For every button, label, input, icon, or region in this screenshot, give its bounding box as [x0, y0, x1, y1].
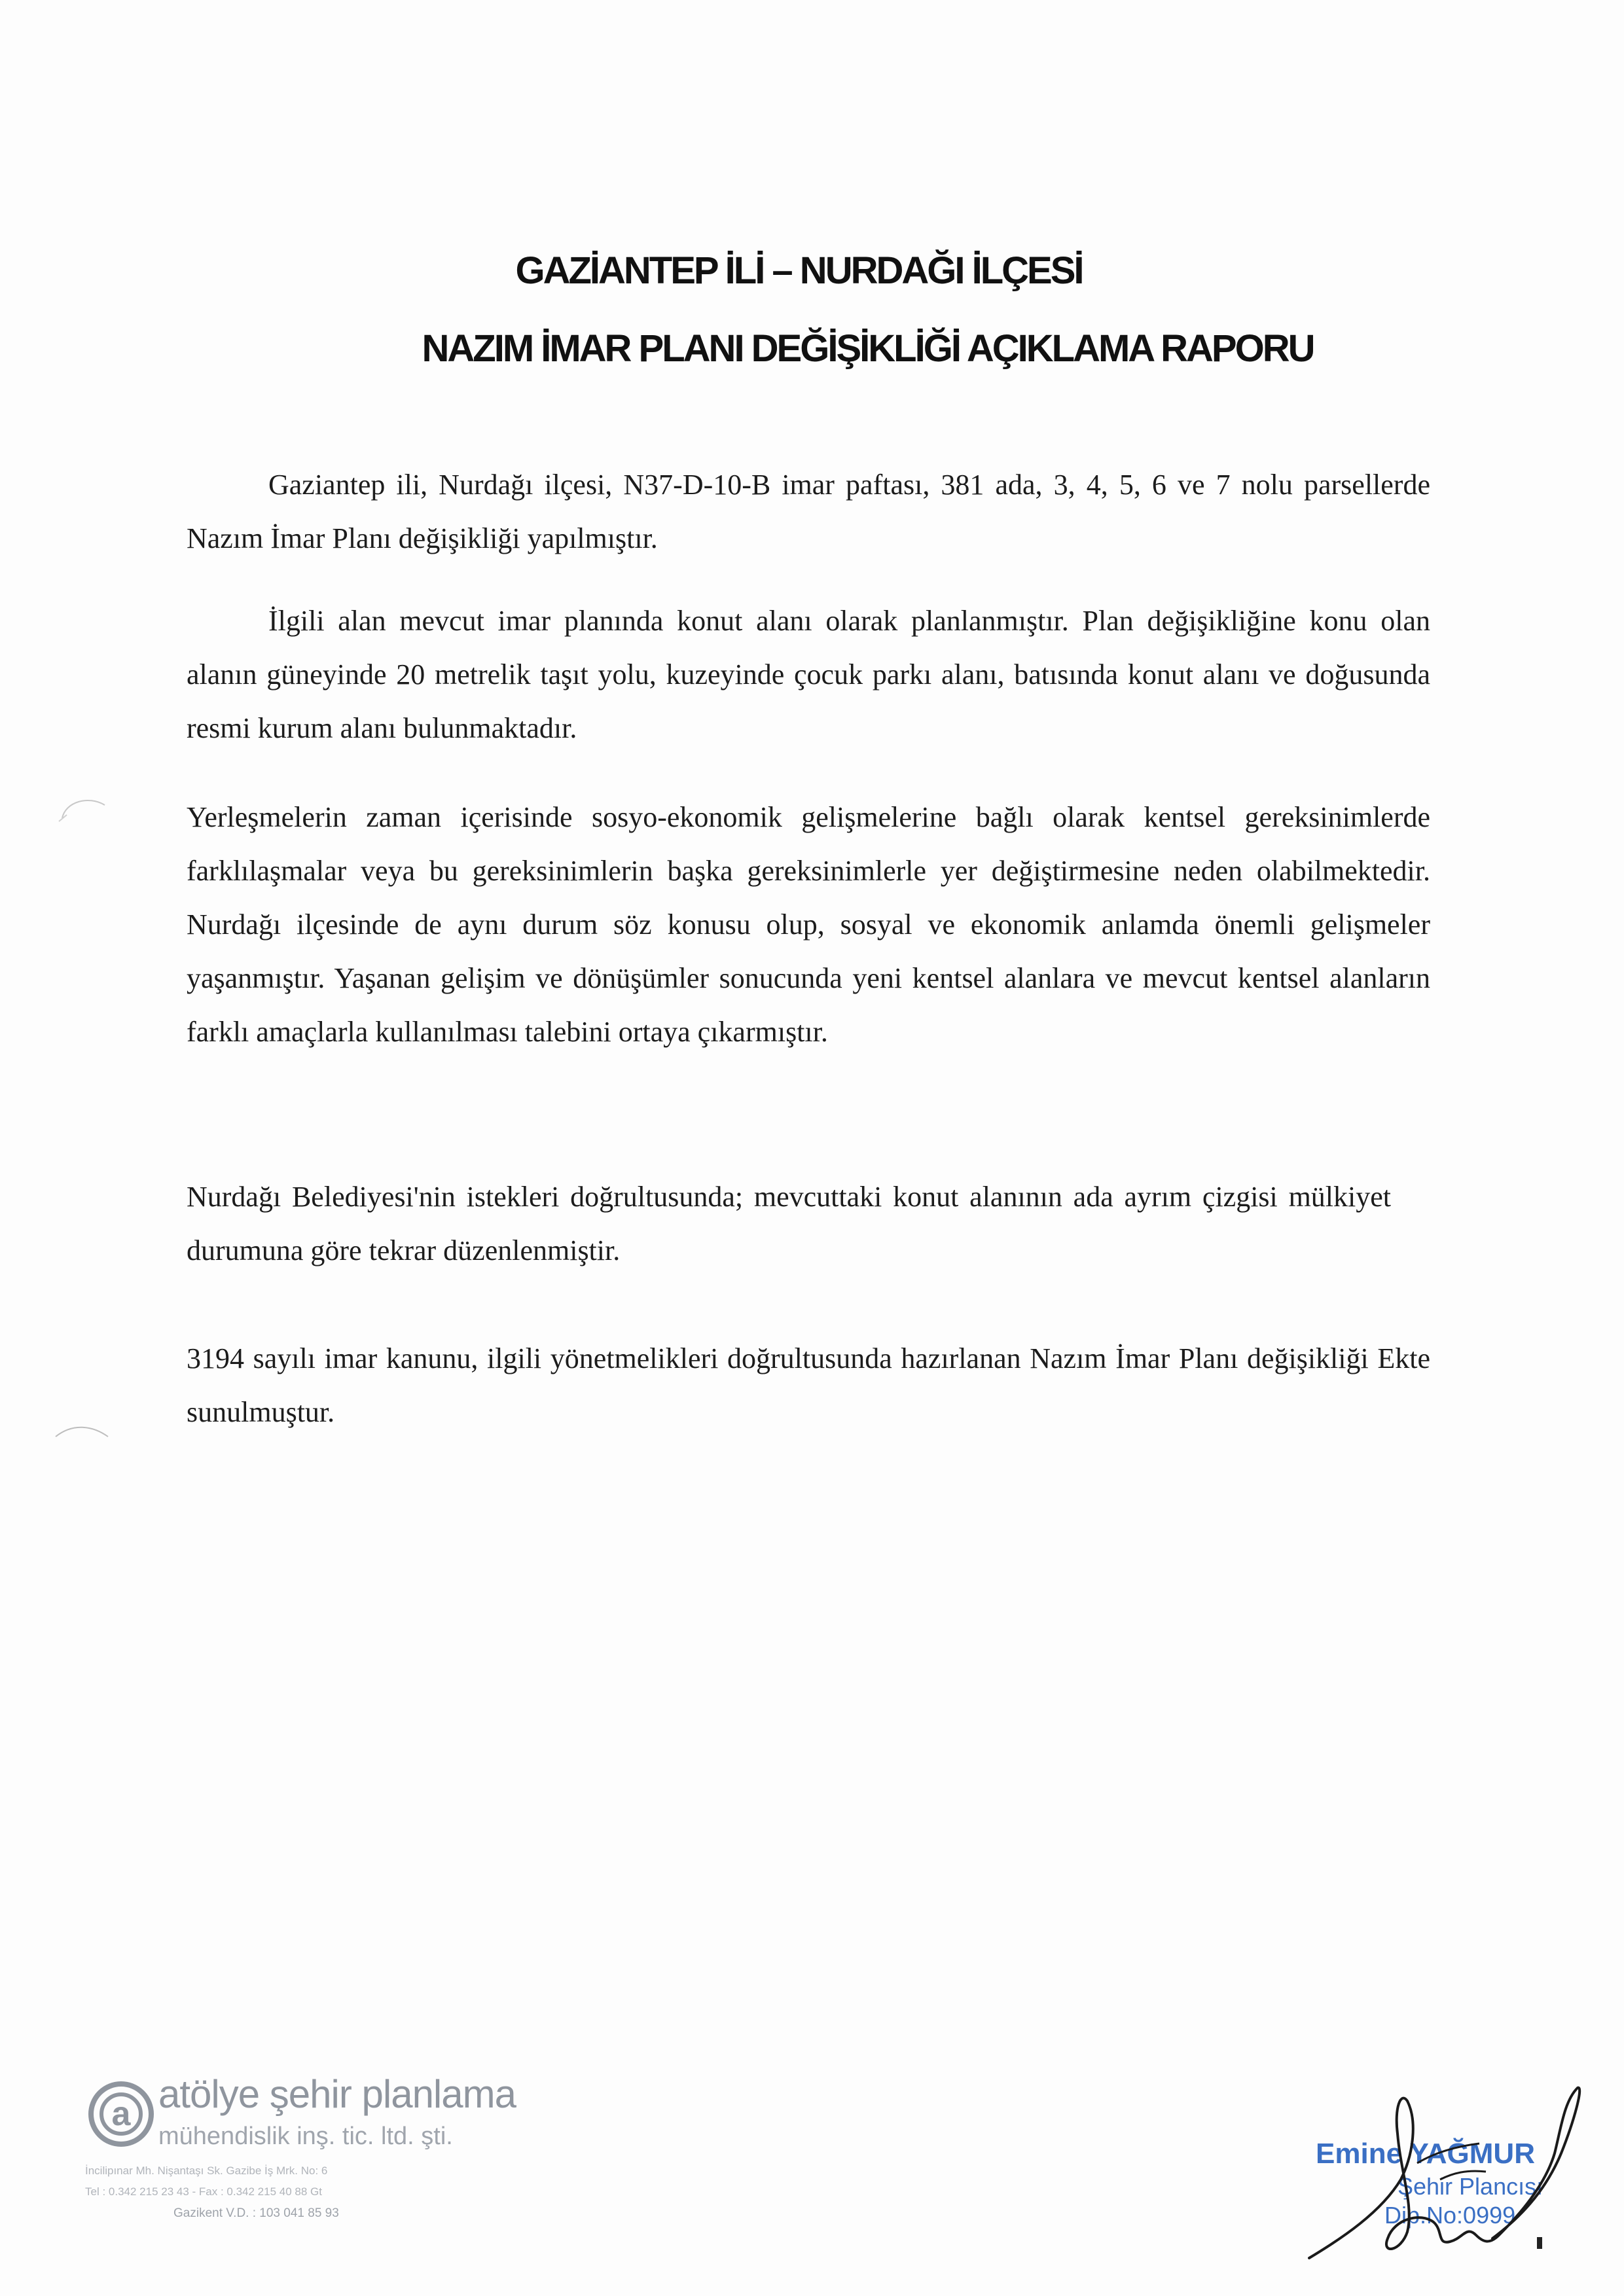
svg-text:a: a: [111, 2095, 131, 2133]
paragraph-text: 3194 sayılı imar kanunu, ilgili yönetmelikleri doğrultusunda hazırlanan Nazım İmar Planı değişikliği Ekte sunulmuştur.: [187, 1342, 1430, 1428]
handwritten-signature: [1303, 2081, 1591, 2278]
company-tax-office: Gazikent V.D. : 103 041 85 93: [173, 2206, 339, 2220]
planner-diploma-number: Dip.No:0999: [1384, 2202, 1516, 2229]
paragraph-text: Gaziantep ili, Nurdağı ilçesi, N37-D-10-B imar paftası, 381 ada, 3, 4, 5, 6 ve 7 nolu parsellerde Nazım İmar Planı değişikliği yapılmıştır.: [187, 469, 1430, 554]
paragraph-law-reference: [187, 1332, 1430, 1439]
paragraph-parcels: [187, 458, 1430, 565]
planner-title: Şehir Plancısı: [1398, 2173, 1543, 2200]
planner-signature-stamp: [1303, 2081, 1591, 2278]
scan-mark: [1537, 2237, 1542, 2249]
title-line-2: NAZIM İMAR PLANI DEĞİŞİKLİĞİ AÇIKLAMA RAPORU: [422, 327, 1314, 370]
atolye-logo-icon: [85, 2078, 157, 2150]
paragraph-text: Nurdağı Belediyesi'nin istekleri doğrultusunda; mevcuttaki konut alanının ada ayrım çizgisi mülkiyet durumuna göre tekrar düzenlenmiştir.: [187, 1181, 1391, 1266]
margin-scan-mark: [52, 1417, 111, 1456]
planner-name: Emine YAĞMUR: [1316, 2138, 1535, 2170]
report-title: [0, 249, 1624, 370]
company-phone: Tel : 0.342 215 23 43 - Fax : 0.342 215 40 88 Gt: [85, 2185, 322, 2198]
paragraph-development: [187, 791, 1430, 1059]
company-address: İncilipınar Mh. Nişantaşı Sk. Gazibe İş Mrk. No: 6: [85, 2164, 328, 2177]
company-subtitle: mühendislik inş. tic. ltd. şti.: [158, 2123, 453, 2150]
company-name: atölye şehir planlama: [158, 2072, 516, 2116]
paragraph-municipality-request: [187, 1170, 1391, 1278]
title-line-1: GAZİANTEP İLİ – NURDAĞI İLÇESİ: [515, 249, 1083, 292]
company-stamp: [85, 2065, 516, 2220]
paragraph-text: İlgili alan mevcut imar planında konut alanı olarak planlanmıştır. Plan değişikliğine konu olan alanın güneyinde 20 metrelik taşıt yolu, kuzeyinde çocuk parkı alanı, batısında konut alanı ve doğusunda resmi kurum alanı bulunmaktadır.: [187, 605, 1430, 744]
margin-scan-mark: [52, 789, 111, 828]
paragraph-current-plan: [187, 594, 1430, 755]
paragraph-text: Yerleşmelerin zaman içerisinde sosyo-ekonomik gelişmelerine bağlı olarak kentsel gereksinimlerde farklılaşmalar veya bu gereksinimlerin başka gereksinimlerle yer değiştirmesine neden olabilmektedir. Nurdağı ilçesinde de aynı durum söz konusu olup, sosyal ve ekonomik anlamda önemli gelişmeler yaşanmıştır. Yaşanan gelişim ve dönüşümler sonucunda yeni kentsel alanlara ve mevcut kentsel alanların farklı amaçlarla kullanılması talebini ortaya çıkarmıştır.: [187, 801, 1430, 1048]
